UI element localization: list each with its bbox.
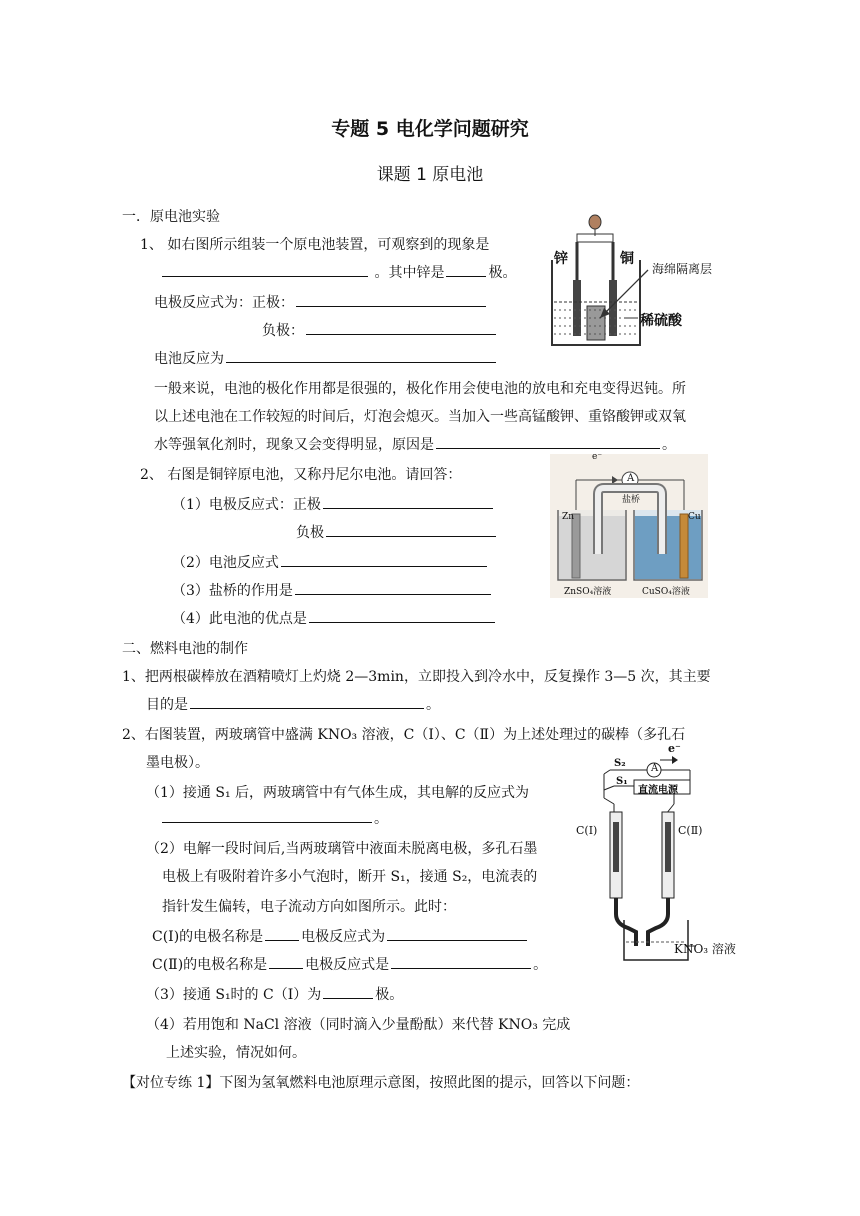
answer-blank[interactable] bbox=[323, 494, 493, 509]
answer-blank[interactable] bbox=[190, 694, 424, 709]
q1-para1: 一般来说，电池的极化作用都是很强的，极化作用会使电池的放电和充电变得迟钝。所 bbox=[154, 381, 686, 397]
s2-q2-c1: C(Ⅰ)的电极名称是 电极反应式为 bbox=[152, 926, 529, 946]
s2-q2-s3: （3）接通 S₁时的 C（I）为 极。 bbox=[146, 984, 403, 1004]
q2-answer1b: 负极 bbox=[296, 522, 498, 542]
page-title: 专题 5 电化学问题研究 bbox=[331, 118, 529, 140]
answer-blank[interactable] bbox=[281, 552, 487, 567]
answer-blank[interactable] bbox=[391, 954, 531, 969]
s2-q1-line2: 目的是 。 bbox=[146, 694, 440, 714]
label-sponge-separator: 海绵隔离层 bbox=[652, 262, 713, 276]
answer-blank[interactable] bbox=[446, 262, 486, 277]
label-ammeter: A bbox=[651, 763, 659, 774]
answer-blank[interactable] bbox=[306, 320, 496, 335]
s2-q2-s4b: 上述实验，情况如何。 bbox=[166, 1045, 306, 1061]
answer-blank[interactable] bbox=[265, 926, 299, 941]
q2-answer1: （1）电极反应式：正极 bbox=[172, 494, 495, 514]
s2-q2-s1-blank: 。 bbox=[160, 808, 388, 828]
label-switch-s2: S₂ bbox=[614, 758, 626, 769]
q2-line1: 2、 右图是铜锌原电池，又称丹尼尔电池。请回答： bbox=[140, 467, 462, 483]
label-copper: 铜 bbox=[620, 251, 634, 267]
label-cuso4-solution: CuSO₄溶液 bbox=[642, 587, 690, 597]
label-switch-s1: S₁ bbox=[616, 776, 628, 787]
answer-blank[interactable] bbox=[295, 580, 491, 595]
label-electron: e⁻ bbox=[592, 452, 603, 462]
label-electrode-c2: C(Ⅱ) bbox=[678, 824, 703, 837]
label-ammeter: A bbox=[627, 473, 635, 484]
s2-q2-c2: C(Ⅱ)的电极名称是 电极反应式是 。 bbox=[152, 954, 547, 974]
label-zn-electrode: Zn bbox=[562, 512, 575, 522]
q2-answer4: （4）此电池的优点是 bbox=[172, 608, 497, 628]
answer-blank[interactable] bbox=[436, 434, 660, 449]
q2-answer3: （3）盐桥的作用是 bbox=[172, 580, 493, 600]
label-electron: e⁻ bbox=[668, 742, 681, 755]
label-zinc: 锌 bbox=[554, 251, 568, 267]
answer-blank[interactable] bbox=[226, 348, 496, 363]
s2-q2-s1: （1）接通 S₁ 后，两玻璃管中有气体生成，其电解的反应式为 bbox=[146, 785, 530, 801]
answer-blank[interactable] bbox=[162, 262, 368, 277]
q1-line3: 电极反应式为：正极： bbox=[154, 292, 488, 312]
section-1-heading: 一．原电池实验 bbox=[122, 209, 220, 225]
q1-line5: 电池反应为 bbox=[154, 348, 498, 368]
answer-blank[interactable] bbox=[323, 984, 373, 999]
exercise-heading: 【对位专练 1】下图为氢氧燃料电池原理示意图，按照此图的提示，回答以下问题： bbox=[122, 1075, 640, 1091]
figure-daniell-cell bbox=[550, 454, 708, 598]
answer-blank[interactable] bbox=[296, 292, 486, 307]
s2-q2-line1: 2、右图装置，两玻璃管中盛满 KNO₃ 溶液，C（Ⅰ）、C（Ⅱ）为上述处理过的碳棒（多孔石 bbox=[122, 727, 686, 743]
answer-blank[interactable] bbox=[326, 522, 496, 537]
q2-answer2: （2）电池反应式 bbox=[172, 552, 489, 572]
label-dc-power-source: 直流电源 bbox=[638, 785, 678, 796]
s2-q2-s2c: 指针发生偏转，电子流动方向如图所示。此时： bbox=[162, 899, 456, 915]
s2-q2-s2a: （2）电解一段时间后,当两玻璃管中液面未脱离电极，多孔石墨 bbox=[146, 841, 538, 857]
label-dilute-sulfuric-acid: 稀硫酸 bbox=[640, 313, 682, 329]
figure-fuel-cell-apparatus bbox=[574, 742, 746, 964]
label-kno3-solution: KNO₃ 溶液 bbox=[674, 942, 736, 956]
section-2-heading: 二、燃料电池的制作 bbox=[122, 641, 248, 657]
q1-para2: 以上述电池在工作较短的时间后，灯泡会熄灭。当加入一些高锰酸钾、重铬酸钾或双氧 bbox=[154, 409, 686, 425]
answer-blank[interactable] bbox=[269, 954, 303, 969]
label-cu-electrode: Cu bbox=[688, 512, 701, 522]
answer-blank[interactable] bbox=[309, 608, 495, 623]
answer-blank[interactable] bbox=[162, 808, 372, 823]
s2-q2-s4a: （4）若用饱和 NaCl 溶液（同时滴入少量酚酞）来代替 KNO₃ 完成 bbox=[146, 1017, 571, 1033]
label-salt-bridge: 盐桥 bbox=[622, 495, 641, 505]
label-znso4-solution: ZnSO₄溶液 bbox=[564, 587, 612, 597]
s2-q2-s2b: 电极上有吸附着许多小气泡时，断开 S₁，接通 S₂，电流表的 bbox=[162, 869, 538, 885]
q1-line4: 负极： bbox=[262, 320, 498, 340]
s2-q2-line2: 墨电极）。 bbox=[146, 755, 209, 771]
s2-q1-line1: 1、把两根碳棒放在酒精喷灯上灼烧 2—3min，立即投入到冷水中，反复操作 3—5 次，其主要 bbox=[122, 669, 711, 685]
q1-line1: 1、 如右图所示组装一个原电池装置，可观察到的现象是 bbox=[140, 237, 490, 253]
answer-blank[interactable] bbox=[387, 926, 527, 941]
q1-para3: 水等强氧化剂时，现象又会变得明显，原因是 。 bbox=[154, 434, 676, 454]
label-electrode-c1: C(Ⅰ) bbox=[576, 824, 598, 837]
figure-zinc-copper-cell bbox=[540, 210, 730, 350]
q1-line2: 。其中锌是 极。 bbox=[160, 262, 516, 282]
page-subtitle: 课题 1 原电池 bbox=[376, 165, 484, 185]
